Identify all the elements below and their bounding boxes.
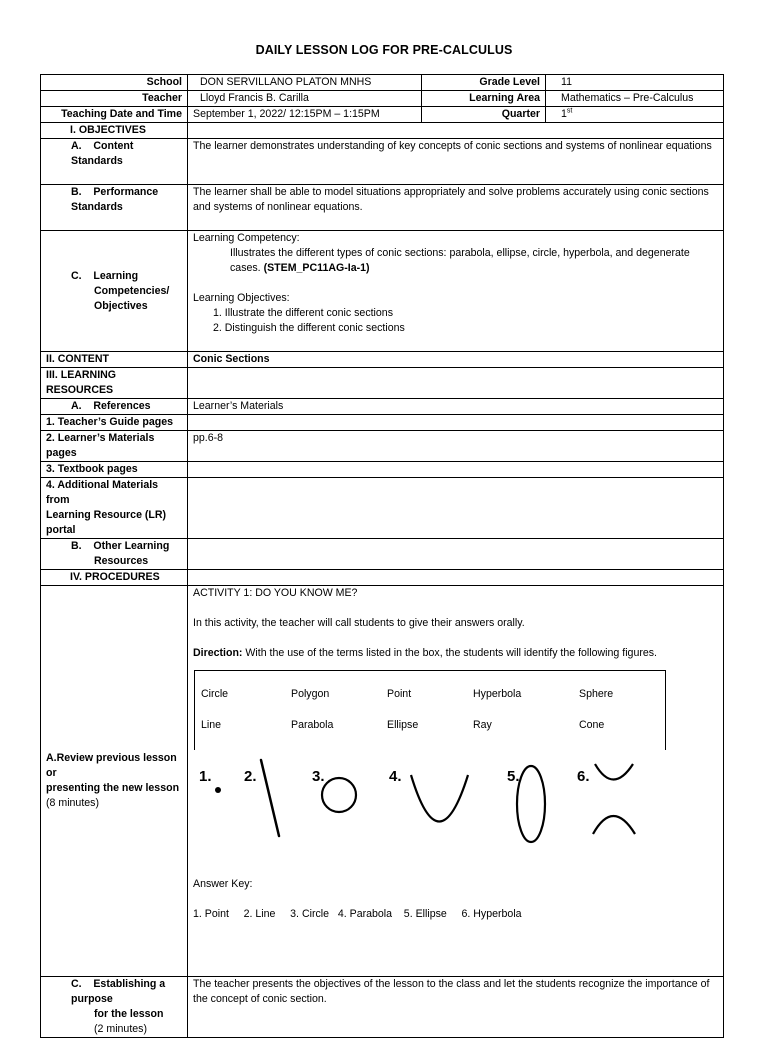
term-ellipse: Ellipse [387,719,419,731]
parabola-figure [411,775,468,822]
content-value: Conic Sections [188,352,724,368]
quarter-value: 1st [546,107,724,123]
hyperbola-lower-branch [593,816,635,834]
performance-standards-text: The learner shall be able to model situations appropriately and solve problems accurately using conic sections and systems of nonlinear equations. [188,185,724,231]
lesson-log-table [40,74,724,1038]
content-heading: II. CONTENT [41,352,188,368]
figure-number-5: 5. [507,768,520,785]
figures-area [193,750,718,870]
objective-item-1: 1. Illustrate the different conic sections [213,307,393,319]
ellipse-figure [517,766,545,842]
review-row [41,586,724,977]
teaching-date-value: September 1, 2022/ 12:15PM – 1:15PM [188,107,422,123]
term-line: Line [201,719,222,731]
learning-area-value: Mathematics – Pre-Calculus [546,91,724,107]
quarter-ordinal-suffix: st [566,107,573,115]
competencies-cell [188,231,724,352]
term-point: Point [387,688,412,700]
resources-heading-row [41,368,724,399]
figure-number-2: 2. [244,768,257,785]
learning-objectives-heading: Learning Objectives: [193,292,290,304]
point-figure [215,787,221,793]
teacher-value: Lloyd Francis B. Carilla [188,91,422,107]
purpose-label: C. Establishing a purpose for the lesson (2 minutes) [41,977,188,1038]
learners-materials-row [41,431,724,462]
figure-number-4: 4. [389,768,402,785]
school-value: DON SERVILLANO PLATON MNHS [188,75,422,91]
figure-number-3: 3. [312,768,325,785]
line-figure [261,760,279,836]
activity-title: ACTIVITY 1: DO YOU KNOW ME? [193,587,358,599]
textbook-label: 3. Textbook pages [41,462,188,478]
hyperbola-upper-branch [595,764,633,780]
lr-portal-label: 4. Additional Materials from Learning Resource (LR) portal [41,478,188,539]
procedures-heading-row [41,570,724,586]
term-cone: Cone [579,719,605,731]
objective-item-2: 2. Distinguish the different conic sections [213,322,405,334]
header-row-teacher [41,91,724,107]
objectives-heading-row [41,123,724,139]
teacher-label: Teacher [41,91,188,107]
term-polygon: Polygon [291,688,330,700]
teachers-guide-label: 1. Teacher’s Guide pages [41,415,188,431]
competency-heading: Learning Competency: [193,232,300,244]
performance-standards-row [41,185,724,231]
review-cell [188,586,724,977]
activity-direction: Direction: With the use of the terms listed in the box, the students will identify the following figures. [193,647,658,659]
purpose-row [41,977,724,1038]
header-row-date [41,107,724,123]
other-resources-label: B. Other Learning Resources [41,539,188,570]
circle-figure [322,778,356,812]
content-standards-row [41,139,724,185]
review-time: (8 minutes) [46,797,99,809]
learners-materials-label: 2. Learner’s Materials pages [41,431,188,462]
term-sphere: Sphere [579,688,614,700]
answer-key: 1. Point 2. Line 3. Circle 4. Parabola 5. Ellipse 6. Hyperbola [193,908,522,920]
document-title: DAILY LESSON LOG FOR PRE-CALCULUS [255,43,513,57]
lr-portal-row [41,478,724,539]
competencies-label: C. Learning Competencies/ Objectives [41,231,188,352]
references-value: Learner’s Materials [188,399,724,415]
other-resources-row [41,539,724,570]
teaching-date-label: Teaching Date and Time [41,107,188,123]
term-ray: Ray [473,719,492,731]
term-circle: Circle [201,688,229,700]
purpose-text: The teacher presents the objectives of the lesson to the class and let the students recognize the importance of the concept of conic section. [188,977,724,1038]
competencies-row [41,231,724,352]
review-label: A.Review previous lesson or presenting the new lesson (8 minutes) [41,586,188,977]
figure-number-1: 1. [199,768,212,785]
purpose-time: (2 minutes) [94,1023,147,1035]
term-parabola: Parabola [291,719,334,731]
learners-materials-value: pp.6-8 [188,431,724,462]
textbook-row [41,462,724,478]
competency-text: Illustrates the different types of conic sections: parabola, ellipse, circle, hyperbola, and degenerate cases. (STEM_PC11AG-Ia-1) [230,247,690,274]
activity-intro: In this activity, the teacher will call students to give their answers orally. [193,617,525,629]
content-row [41,352,724,368]
resources-heading: III. LEARNING RESOURCES [41,368,188,399]
learning-area-label: Learning Area [422,91,546,107]
procedures-heading: IV. PROCEDURES [41,570,188,586]
terms-box [194,670,666,750]
conic-figures [193,750,671,870]
header-row-school [41,75,724,91]
grade-level-label: Grade Level [422,75,546,91]
content-standards-text: The learner demonstrates understanding of key concepts of conic sections and systems of nonlinear equations [188,139,724,185]
figure-number-6: 6. [577,768,590,785]
answer-key-label: Answer Key: [193,878,253,890]
objectives-heading: I. OBJECTIVES [41,123,188,139]
competency-code: (STEM_PC11AG-Ia-1) [263,262,370,274]
grade-level-value: 11 [546,75,724,91]
teachers-guide-row [41,415,724,431]
term-hyperbola: Hyperbola [473,688,522,700]
references-row [41,399,724,415]
school-label: School [41,75,188,91]
performance-standards-label: B. Performance Standards [41,185,188,231]
quarter-label: Quarter [422,107,546,123]
references-label: A. References [41,399,188,415]
content-standards-label: A. Content Standards [41,139,188,185]
